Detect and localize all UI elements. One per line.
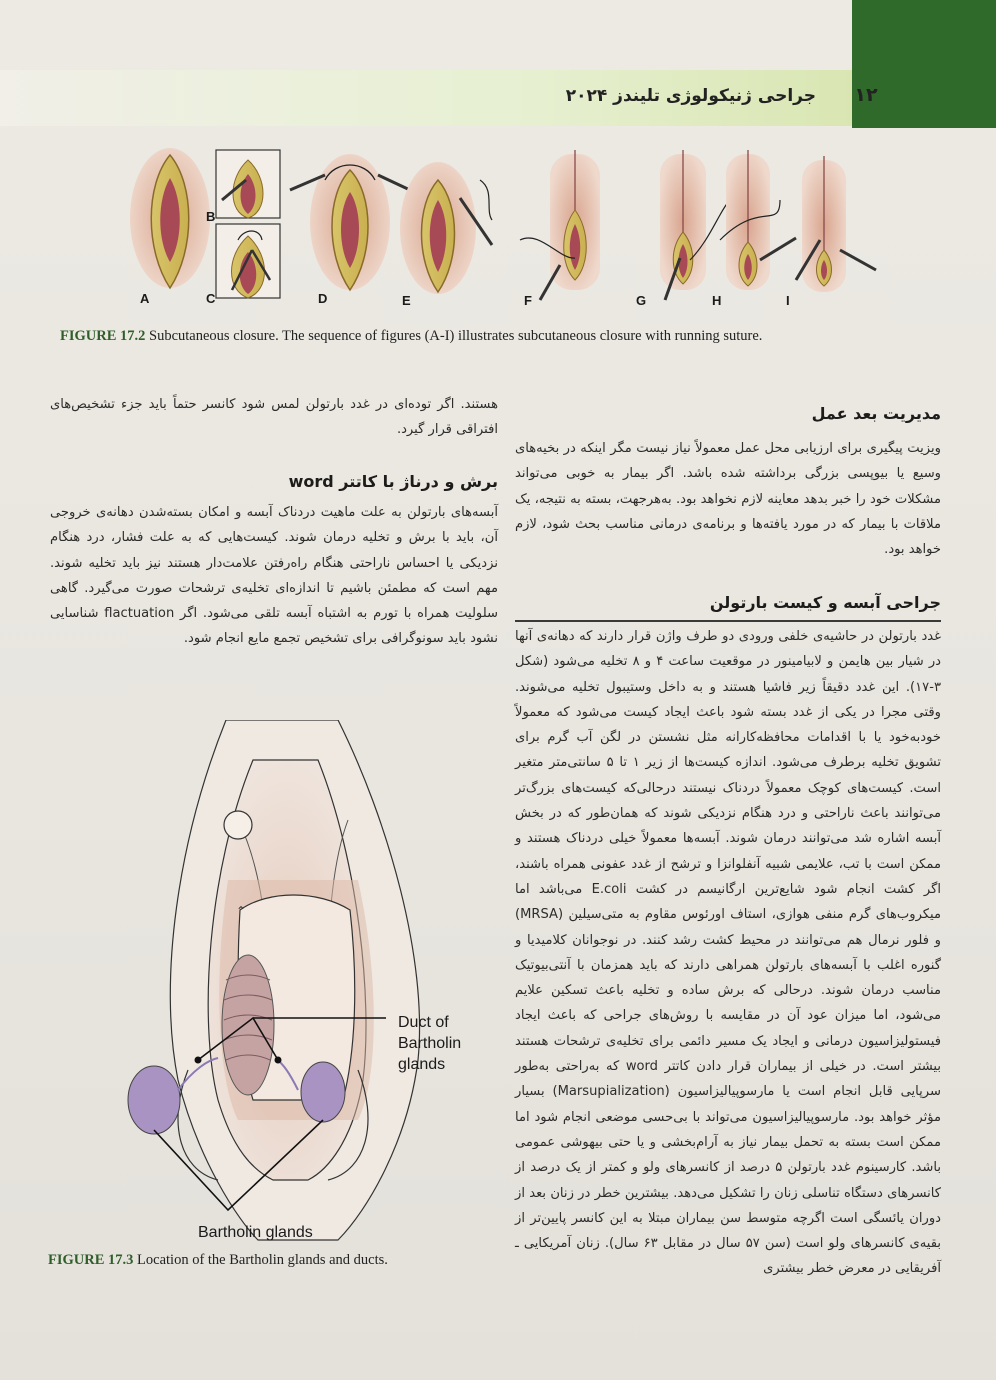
figure-17-3-caption-label: FIGURE 17.3 [48, 1252, 134, 1268]
svg-text:⌃: ⌃ [236, 904, 247, 918]
panel-letter-e: E [402, 293, 411, 308]
label-duct-of-bartholin: Duct of Bartholin glands [398, 1014, 462, 1073]
figure-17-2-caption [60, 328, 920, 345]
panel-e-wound [400, 162, 492, 294]
left-intro-paragraph: هستند. اگر توده‌ای در غدد بارتولن لمس شود کانسر حتماً باید جزء تشخیص‌های افتراقی قرار گیرد. [50, 397, 498, 438]
panel-letter-i: I [786, 293, 790, 308]
left-paragraph-incision: آبسه‌های بارتولن به علت ماهیت دردناک آبسه و امکان بسته‌شدن دهانه‌ی خروجی آن، باید با برش و تخلیه درمان شوند. کیست‌هایی که به علت فشار، درد هنگام نزدیکی یا احساس ناراحتی هنگام راه‌رفتن علامت‌دار هستند نیز باید تخلیه شوند. مهم است که مطمئن باشیم تا اندازه‌ای تخلیه‌ی ترشحات صورت می‌گیرد. گاهی سلولیت همراه با تورم به اشتباه آبسه تلقی می‌شود. اگر flactuation شناسایی نشود باید سونوگرافی برای تشخیص تجمع مایع انجام شود. [50, 505, 499, 647]
panel-d-wound [290, 154, 410, 290]
figure-17-2-illustration [120, 140, 880, 318]
panel-h-wound [720, 150, 796, 290]
panel-i-wound [796, 156, 876, 292]
heading-postop-management: مدیریت بعد عمل [811, 404, 941, 423]
panel-letter-d: D [318, 291, 328, 306]
panel-letter-h: H [712, 293, 722, 308]
label-bartholin-glands: Bartholin glands [198, 1224, 313, 1241]
running-title: جراحی ژنیکولوژی تلیندز ۲۰۲۴ [565, 86, 816, 106]
heading-bartholin-surgery: جراحی آبسه و کیست بارتولن [709, 593, 941, 612]
figure-17-2-caption-text: Subcutaneous closure. The sequence of figures (A-I) illustrates subcutaneous closure with running suture. [145, 328, 763, 344]
panel-a-wound [130, 148, 210, 288]
figure-17-3-illustration [118, 720, 508, 1250]
figure-17-3-caption-text: Location of the Bartholin glands and ducts. [133, 1252, 388, 1268]
panel-letter-c: C [206, 291, 216, 306]
figure-17-3 [118, 720, 508, 1250]
right-paragraph-postop: ویزیت پیگیری برای ارزیابی محل عمل معمولاً نیاز نیست مگر اینکه در بخیه‌های وسیع یا بیوپسی بزرگی برداشته شده باشد. اگر بیمار به خوبی می‌تواند مشکلات خود را خبر بدهد معاینه لازم نخواهد بود. به‌هرجهت، بسته به نتیجه، یک ملاقات با بیمار که در مورد یافته‌ها و برنامه‌ی درمانی مناسب بحث شود، لازم خواهد بود. [515, 441, 941, 558]
panel-letter-a: A [140, 291, 150, 306]
heading-incision-drainage: برش و درناژ با کاتتر word [288, 472, 498, 491]
panel-f-wound [520, 150, 600, 300]
panels-b-c [216, 150, 280, 298]
figure-17-2-caption-label: FIGURE 17.2 [60, 328, 146, 344]
right-paragraph-bartholin: غدد بارتولن در حاشیه‌ی خلفی ورودی دو طرف واژن قرار دارند که دهانه‌ی آنها در شیار بین هایمن و لابیامینور در موقعیت ساعت ۴ و ۸ تخلیه می‌شود (شکل ۳-۱۷). این غدد دقیقاً زیر فاشیا هستند و به داخل وستیبول تخلیه می‌شوند. وقتی مجرا در یکی از غدد بسته شود باعث ایجاد کیست می‌شود که معمولاً خودبه‌خود یا با اقدامات محافظه‌کارانه مثل نشستن در لگن آب گرم برای تشویق تخلیه برطرف می‌شود. اندازه کیست‌ها از زیر ۱ تا ۵ سانتی‌متر متغیر است. کیست‌های کوچک معمولاً دردناک نیستند درحالی‌که کیست‌های بزرگ‌تر می‌توانند باعث ناراحتی و درد هنگام نزدیکی شوند که همان‌طور که در بخش آبسه اشاره شد می‌توانند درمان شوند. آبسه‌ها معمولاً خیلی دردناک هستند و ممکن است با تب، علایمی شبیه آنفلوانزا و ترشح از غدد عفونی همراه باشند، اگر کشت انجام شود شایع‌ترین ارگانیسم در کشت E.coli می‌باشد اما میکروب‌های گرم منفی هوازی، استاف اورئوس مقاوم به متی‌سیلین (MRSA) و فلور نرمال هم می‌توانند در محیط کشت رشد کنند. در نوجوانان کلامیدیا و گنوره اغلب با آبسه‌های بارتولن همراهی دارند که باید همزمان با آنتی‌بیوتیک مناسب درمان شوند. درحالی که برش ساده و تخلیه باعث تسکین علایم می‌شود، اما میزان عود آن در مقایسه با روش‌های جراحی که باعث ایجاد فیستولیزاسیون درمانی و ایجاد یک مسیر دائمی برای تخلیه‌ی ترشحات هستند بیشتر است. در خیلی از بیماران قرار دادن کاتتر word که به‌راحتی به‌طور سرپایی قابل انجام است یا مارسوپیالیزاسیون (Marsupialization) بسیار مؤثر خواهد بود. مارسوپیالیزاسیون می‌تواند با بی‌حسی موضعی انجام شود اما ممکن است بسته به تحمل بیمار نیاز به آرام‌بخشی و یا حتی بیهوشی عمومی باشد. کارسینوم غدد بارتولن ۵ درصد از کانسرهای ولو و کمتر از یک درصد از کانسرهای دستگاه تناسلی زنان را تشکیل می‌دهد. بیشترین خطر در زنان بعد از دوران یائسگی است اگرچه متوسط سن بیماران مبتلا به این کانسر پایین‌تر از بقیه‌ی کانسرهای ولو است (سن ۵۷ سال در مقابل ۶۳ سال). زنان آمریکایی ـ آفریقایی در معرض خطر بیشتری [515, 629, 942, 1277]
heading-underline [515, 620, 941, 622]
page-number: ۱۲ [854, 84, 878, 106]
panel-letter-f: F [524, 293, 532, 308]
figure-17-2 [120, 140, 880, 318]
panel-g-wound [660, 150, 730, 300]
figure-17-3-caption [48, 1252, 468, 1269]
panel-letter-b: B [206, 209, 216, 224]
panel-letter-g: G [636, 293, 647, 308]
header-green-tab [852, 0, 996, 128]
